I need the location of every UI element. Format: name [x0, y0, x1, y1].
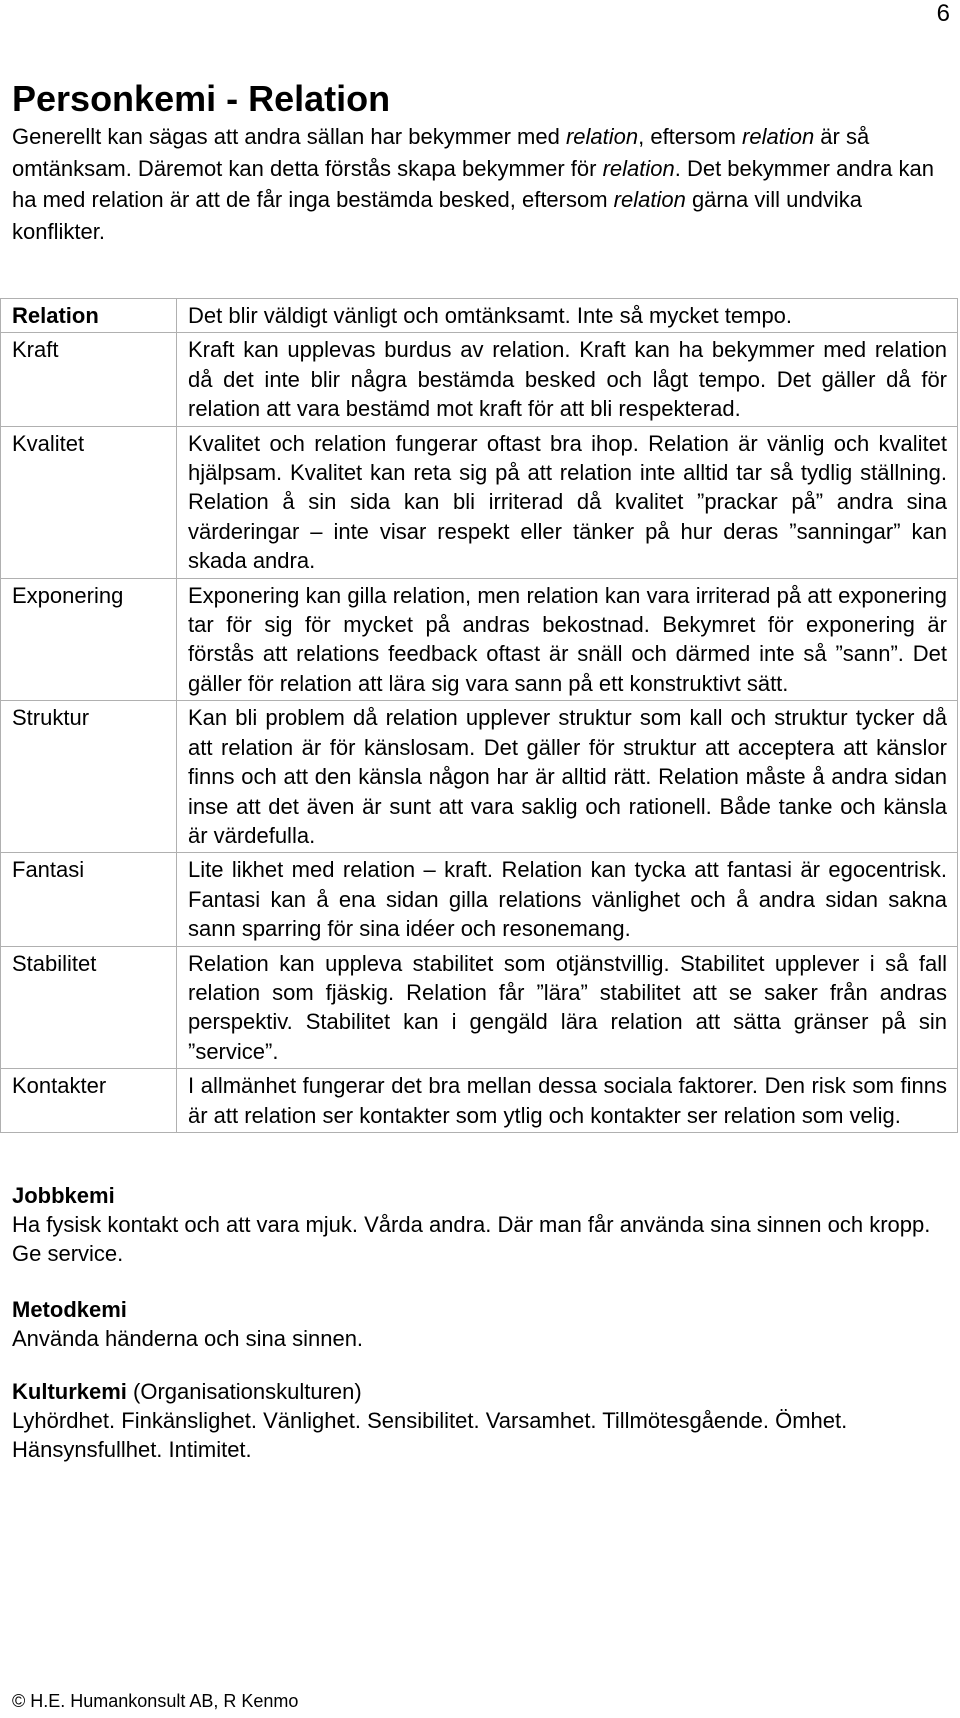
table-row	[1, 1069, 958, 1133]
section-text: Ha fysisk kontakt och att vara mjuk. Vårda andra. Där man får använda sina sinnen och kropp. Ge service.	[12, 1212, 931, 1266]
kulturkemi-section	[12, 1377, 952, 1464]
factor-name: Fantasi	[1, 853, 177, 946]
page-number: 6	[936, 0, 950, 27]
factor-description: Relation kan uppleva stabilitet som otjänstvillig. Stabilitet upplever i så fall relation som fjäskig. Relation får ”lära” stabilitet att se saker från andras perspektiv. Stabilitet kan i gengäld lära relation att sätta gränser på sin ”service”.	[177, 946, 958, 1069]
intro-relation-italic: relation	[613, 187, 686, 212]
intro-relation-italic: relation	[602, 155, 675, 181]
intro-text: Generellt kan sägas att andra sällan har bekymmer med	[12, 124, 566, 149]
table-row	[1, 426, 958, 578]
copyright-footer: © H.E. Humankonsult AB, R Kenmo	[12, 1691, 299, 1711]
metodkemi-section	[12, 1295, 952, 1353]
section-heading-suffix: (Organisationskulturen)	[126, 1379, 362, 1404]
factor-description: Kvalitet och relation fungerar oftast bra ihop. Relation är vänlig och kvalitet hjälpsam. Kvalitet kan reta sig på att relation inte alltid tar så tydlig ställning. Relation å sin sida kan bli irriterad då kvalitet ”prackar på” andra sina värderingar – inte visar respekt eller tänker på hur deras ”sanningar” kan skada andra.	[177, 426, 958, 578]
factor-description: Det blir väldigt vänligt och omtänksamt. Inte så mycket tempo.	[177, 299, 958, 333]
factor-description: Lite likhet med relation – kraft. Relation kan tycka att fantasi är egocentrisk. Fantasi kan å ena sidan gilla relations vänlighet och å andra sidan sakna sann sparring för sina idéer och resonemang.	[177, 853, 958, 946]
factor-name: Kontakter	[1, 1069, 177, 1133]
table-row	[1, 578, 958, 701]
factor-name: Kvalitet	[1, 426, 177, 578]
section-text: Använda händerna och sina sinnen.	[12, 1326, 364, 1351]
section-text: Lyhördhet. Finkänslighet. Vänlighet. Sensibilitet. Varsamhet. Tillmötesgående. Ömhet. Hänsynsfullhet. Intimitet.	[12, 1408, 848, 1462]
factor-description: I allmänhet fungerar det bra mellan dessa sociala faktorer. Den risk som finns är att relation ser kontakter som ytlig och kontakter ser relation som velig.	[177, 1069, 958, 1133]
factor-name: Stabilitet	[1, 946, 177, 1069]
intro-relation-italic: relation	[565, 124, 639, 149]
table-row	[1, 853, 958, 946]
intro-text: gärna vill undvika konflikter.	[12, 187, 862, 244]
intro-text: . Det bekymmer andra kan ha med relation är att de får inga bestämda besked, eftersom	[12, 155, 934, 212]
factors-table	[0, 298, 958, 1133]
page-title: Personkemi - Relation	[12, 78, 391, 119]
factor-description: Kan bli problem då relation upplever struktur som kall och struktur tycker då att relation är för känslosam. Det gäller för struktur att acceptera att känslor finns och att den känsla någon har är alltid rätt. Relation måste å andra sidan inse att det även är sunt att vara saklig och rationell. Både tanke och känsla är värdefulla.	[177, 701, 958, 853]
factor-name: Exponering	[1, 578, 177, 701]
intro-paragraph	[12, 121, 952, 247]
table-row	[1, 333, 958, 426]
section-heading: Kulturkemi	[12, 1379, 127, 1404]
intro-text: , eftersom	[638, 124, 743, 149]
factor-name: Relation	[1, 299, 177, 333]
factor-description: Exponering kan gilla relation, men relation kan vara irriterad på att exponering tar för sig för mycket på andras bekostnad. Bekymret för exponering är förstås att relations feedback oftast är snäll och därmed inte så ”sann”. Det gäller för relation att lära sig vara sann på ett konstruktivt sätt.	[177, 578, 958, 701]
jobbkemi-section	[12, 1181, 952, 1268]
factor-description: Kraft kan upplevas burdus av relation. Kraft kan ha bekymmer med relation då det inte blir några bestämda besked och lågt tempo. Det gäller då för relation att vara bestämd mot kraft för att bli respekterad.	[177, 333, 958, 426]
table-row	[1, 701, 958, 853]
table-row	[1, 299, 958, 333]
section-heading: Metodkemi	[12, 1297, 127, 1322]
intro-relation-italic: relation	[742, 124, 815, 149]
intro-text: är så omtänksam. Däremot kan detta förstås skapa bekymmer för	[12, 124, 870, 181]
table-row	[1, 946, 958, 1069]
section-heading-line	[12, 1377, 952, 1406]
factor-name: Kraft	[1, 333, 177, 426]
section-heading: Jobbkemi	[12, 1183, 115, 1208]
factor-name: Struktur	[1, 701, 177, 853]
